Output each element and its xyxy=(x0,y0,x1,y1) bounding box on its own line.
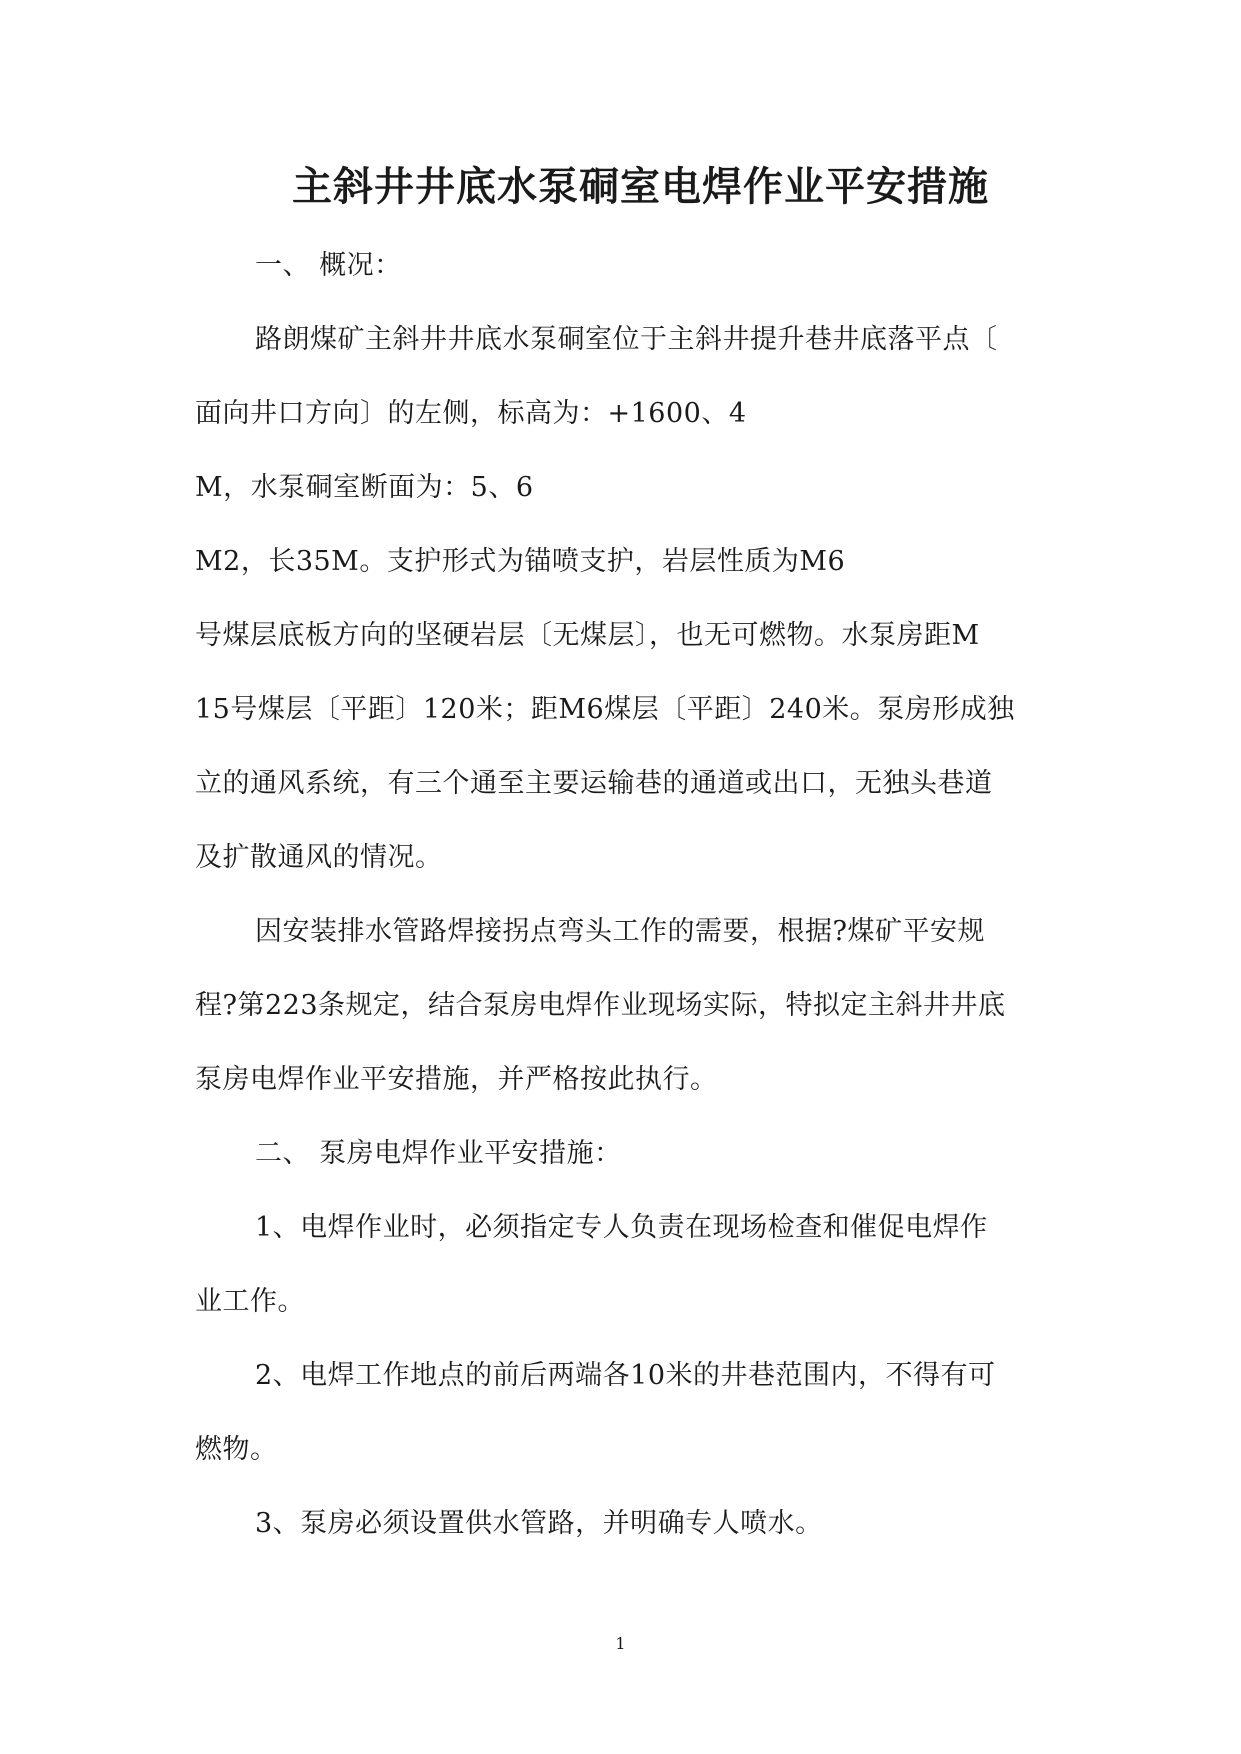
paragraph-line: 面向井口方向〕的左侧，标高为：+1600、4 xyxy=(195,398,747,429)
list-item-line: 2、电焊工作地点的前后两端各10米的井巷范围内，不得有可 xyxy=(255,1360,996,1391)
list-item-line: 1、电焊作业时，必须指定专人负责在现场检查和催促电焊作 xyxy=(255,1212,988,1243)
page-number: 1 xyxy=(615,1634,626,1653)
paragraph-line: M，水泵硐室断面为：5、6 xyxy=(195,472,534,503)
paragraph-line: 号煤层底板方向的坚硬岩层〔无煤层〕，也无可燃物。水泵房距M xyxy=(195,620,980,651)
document-title: 主斜井井底水泵硐室电焊作业平安措施 xyxy=(292,163,989,210)
list-item-line: 业工作。 xyxy=(195,1286,305,1317)
list-item-line: 燃物。 xyxy=(195,1434,278,1465)
paragraph-line: 及扩散通风的情况。 xyxy=(195,842,443,873)
paragraph-line: 15号煤层〔平距〕120米；距M6煤层〔平距〕240米。泵房形成独 xyxy=(195,694,1015,725)
section-heading-measures: 二、 泵房电焊作业平安措施： xyxy=(255,1138,622,1169)
paragraph-line: 程?第223条规定，结合泵房电焊作业现场实际，特拟定主斜井井底 xyxy=(195,990,1006,1021)
list-item-line: 3、泵房必须设置供水管路，并明确专人喷水。 xyxy=(255,1508,823,1539)
paragraph-line: 泵房电焊作业平安措施，并严格按此执行。 xyxy=(195,1064,718,1095)
paragraph-line: M2，长35M。支护形式为锚喷支护，岩层性质为M6 xyxy=(195,546,846,577)
paragraph-line: 立的通风系统，有三个通至主要运输巷的通道或出口，无独头巷道 xyxy=(195,768,993,799)
section-heading-overview: 一、 概况： xyxy=(255,250,402,281)
paragraph-line: 路朗煤矿主斜井井底水泵硐室位于主斜井提升巷井底落平点〔 xyxy=(255,324,998,355)
paragraph-line: 因安装排水管路焊接拐点弯头工作的需要，根据?煤矿平安规 xyxy=(255,916,985,947)
